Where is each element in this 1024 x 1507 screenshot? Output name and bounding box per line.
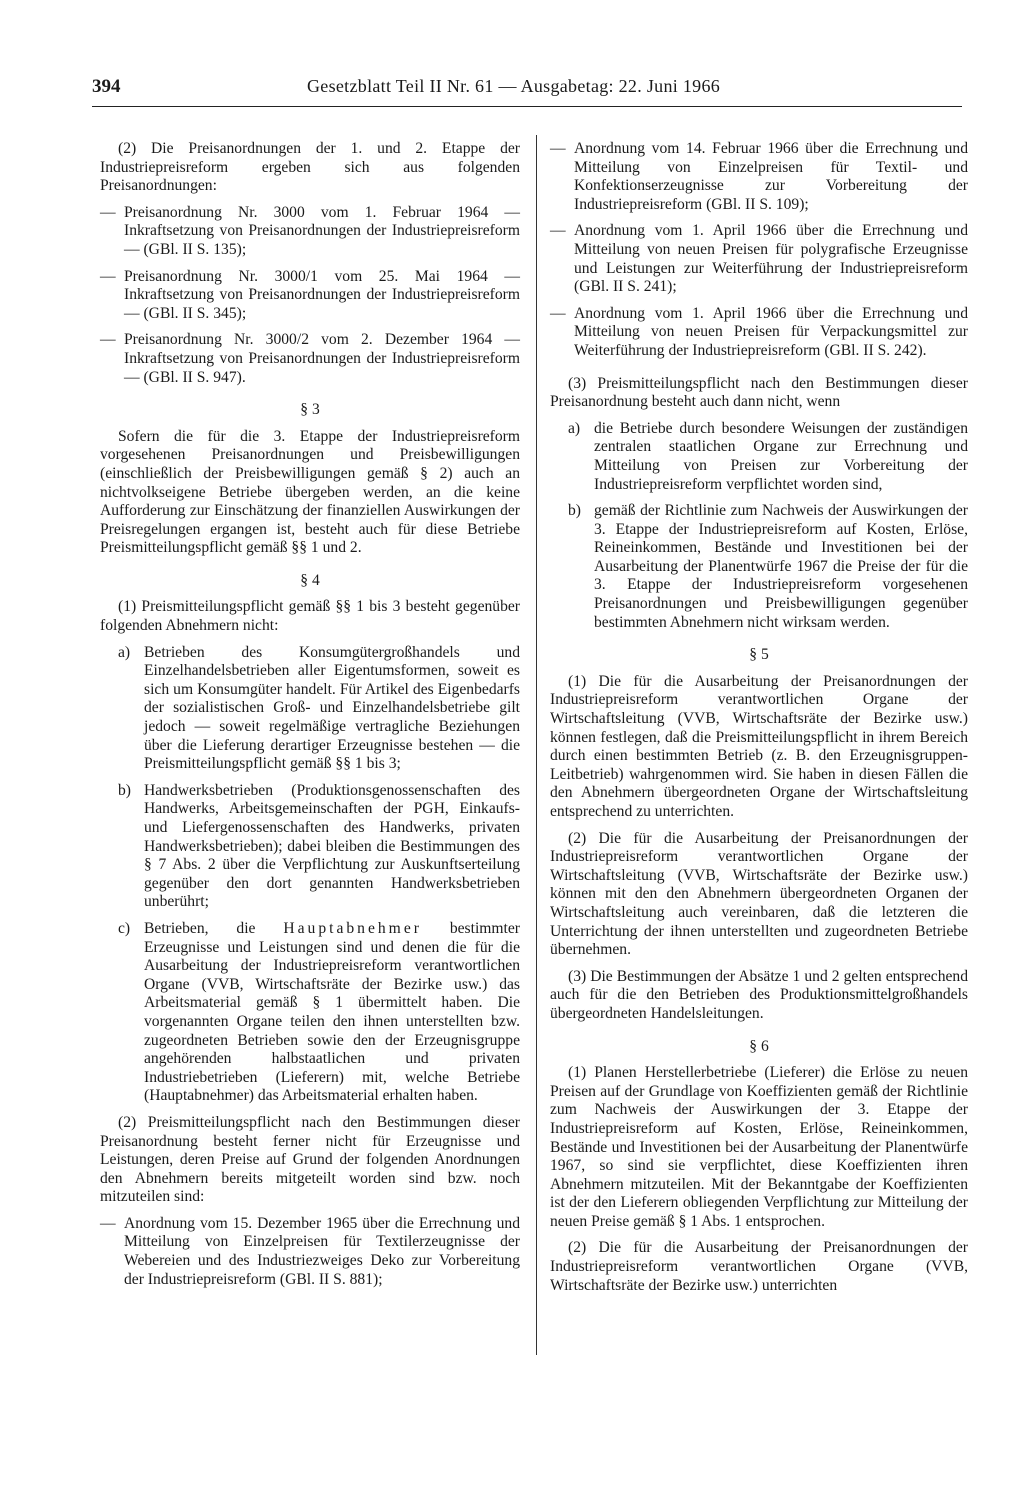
list-item (100, 204, 520, 260)
item-text: Betrieben des Konsumgütergroßhandels und Einzelhandelsbetrieben aller Eigentumsformen, soweit es sich um Konsumgüter handelt. Für Artikel des Eigenbedarfs der sozialistischen Groß- und Einzelhandelsbetriebe gilt jedoch — soweit regelmäßige vertragliche Beziehungen über die Lieferung derartiger Erzeugnisse bestehen — die Preismitteilungspflicht gemäß §§ 1 bis 3; (144, 643, 520, 773)
list-item-text: Anordnung vom 1. April 1966 über die Errechnung und Mitteilung von neuen Preisen für polygrafische Erzeugnisse und Leistungen zur Weiterführung der Industriepreisreform (GBl. II S. 241); (574, 222, 968, 296)
list-item (550, 222, 968, 296)
dash-mark: — (550, 140, 566, 157)
list-item-text: Preisanordnung Nr. 3000/1 vom 25. Mai 1964 — Inkraftsetzung von Preisanordnungen der Industriepreisreform — (GBl. II S. 345); (124, 267, 520, 322)
list-item-text: Anordnung vom 15. Dezember 1965 über die Errechnung und Mitteilung von Einzelpreisen für Textilerzeugnisse der Webereien und des Industriezweiges Deko zur Vorbereitung der Industriepreisreform (GBl. II S. 881); (124, 1214, 520, 1288)
list-item-a (100, 644, 520, 774)
list-item (100, 268, 520, 324)
item-label: b) (568, 502, 581, 520)
page-number: 394 (92, 76, 121, 97)
item-label: a) (568, 419, 581, 437)
item-text-post: bestimmter Erzeugnisse und Leistungen sind und denen die für die Ausarbeitung der Industriepreisreform verantwortlichen Organe (VVB, Wirtschaftsräte der Bezirke usw.) das Arbeitsmaterial gemäß § 1 übermittelt haben. Die vorgenannten Organe teilen den ihnen unterstellten bzw. zugeordneten Betrieben sowie den der Erzeugnisgruppe angehörenden halbstaatlichen und privaten Industriebetrieben (Lieferern) mit, welche Betriebe (Hauptabnehmer) das Arbeitsmaterial erhalten haben. (144, 919, 520, 1105)
dash-mark: — (100, 331, 116, 349)
running-title: Gesetzblatt Teil II Nr. 61 — Ausgabetag: 22. Juni 1966 (307, 76, 721, 96)
section-4-paragraph-1: (1) Preismitteilungspflicht gemäß §§ 1 bis 3 besteht gegenüber folgenden Abnehmern nicht: (100, 598, 520, 635)
section-3-heading: § 3 (300, 401, 320, 419)
item-text-pre: Betrieben, die (144, 919, 284, 937)
section-5-paragraph-2: (2) Die für die Ausarbeitung der Preisanordnungen der Industriepreisreform verantwortlichen Organe der Wirtschaftsleitung (VVB, Wirtschaftsräte der Bezirke usw.) können mit den den Abnehmern übergeordneten Organen der Wirtschaftsleitung auch vereinbaren, daß die letzteren die Unterrichtung der ihnen unterstellten und zugeordneten Betriebe übernehmen. (550, 829, 968, 959)
list-item-text: Preisanordnung Nr. 3000/2 vom 2. Dezember 1964 — Inkraftsetzung von Preisanordnungen der Industriepreisreform — (GBl. II S. 947). (124, 331, 520, 386)
item-text: die Betriebe durch besondere Weisungen der zuständigen zentralen staatlichen Organe zur Errechnung und Mitteilung von Preisen zur Vorbereitung der Industriepreisreform verpflichtet worden sind, (594, 419, 968, 493)
item-label: a) (118, 643, 131, 661)
list-item-c (100, 920, 520, 1106)
item-label: b) (118, 781, 131, 799)
item-label: c) (118, 919, 131, 937)
list-item-b (100, 782, 520, 912)
emphasized-term: Hauptabnehmer (283, 919, 422, 937)
list-item-b (550, 502, 968, 632)
section-5-paragraph-1: (1) Die für die Ausarbeitung der Preisanordnungen der Industriepreisreform verantwortlichen Organe der Wirtschaftsleitung (VVB, Wirtschaftsräte der Bezirke usw.) können festlegen, daß die Preismitteilungspflicht in ihrem Bereich durch einen bestimmten Betrieb (z. B. den Erzeugnisgruppen-Leitbetrieb) wahrgenommen wird. Sie haben in diesen Fällen die den Abnehmern übergeordneten Organe der Wirtschaftsleitung entsprechend zu unterrichten. (550, 672, 968, 820)
item-text: gemäß der Richtlinie zum Nachweis der Auswirkungen der 3. Etappe der Industriepreisreform auf Kosten, Erlöse, Reineinkommen, Bestände und Investitionen bei der Ausarbeitung der Planentwürfe 1967 die Preise der für die 3. Etappe der Industriepreisreform vorgesehenen Preisanordnungen und Preisbewilligungen gegenüber bestimmten Abnehmern nicht wirksam werden. (594, 502, 968, 631)
right-column (550, 140, 968, 1295)
section-4-paragraph-3: (3) Preismitteilungspflicht nach den Bestimmungen dieser Preisanordnung besteht auch dann nicht, wenn (550, 374, 968, 411)
section-6-heading: § 6 (749, 1037, 769, 1055)
page-header (92, 72, 962, 107)
section-4-paragraph-2: (2) Preismitteilungspflicht nach den Bestimmungen dieser Preisanordnung besteht ferner nicht für Erzeugnisse und Leistungen, deren Preise auf Grund der folgenden Anordnungen den Abnehmern bereits mitgeteilt worden sind bzw. noch mitzuteilen sind: (100, 1113, 520, 1206)
item-text: Handwerksbetrieben (Produktionsgenossenschaften des Handwerks, Arbeitsgemeinschaften der PGH, Einkaufs- und Liefergenossenschaften des Handwerks, privaten Handwerksbetrieben); dabei bleiben die Bestimmungen des § 7 Abs. 2 über die Verpflichtung zur Auskunftserteilung gegenüber den dort genannten Handwerksbetrieben unberührt; (144, 781, 520, 911)
list-item (100, 331, 520, 387)
list-item-text: Anordnung vom 1. April 1966 über die Errechnung und Mitteilung von neuen Preisen für Verpackungsmittel zur Weiterführung der Industriepreisreform (GBl. II S. 242). (574, 304, 968, 359)
section-3-text: Sofern die für die 3. Etappe der Industriepreisreform vorgesehenen Preisanordnungen und Preisbewilligungen (einschließlich der Preisbewilligungen gemäß § 2) auch an nichtvolkseigene Betriebe übergeben werden, an die keine Aufforderung zur Einschätzung der finanziellen Auswirkungen der Preisregelungen ergangen ist, besteht auch für diese Betriebe Preismitteilungspflicht gemäß §§ 1 und 2. (100, 427, 520, 557)
dash-mark: — (100, 203, 116, 221)
list-item-text: Anordnung vom 14. Februar 1966 über die Errechnung und Mitteilung von Einzelpreisen für Textil- und Konfektionserzeugnisse zur Vorbereitung der Industriepreisreform (GBl. II S. 109); (574, 140, 968, 213)
section-4-heading: § 4 (300, 571, 320, 589)
dash-mark: — (100, 1214, 116, 1232)
section-5-heading: § 5 (749, 646, 769, 664)
list-item (550, 305, 968, 361)
dash-mark: — (550, 222, 566, 240)
left-column (100, 140, 520, 1289)
dash-mark: — (100, 267, 116, 285)
section-5-paragraph-3: (3) Die Bestimmungen der Absätze 1 und 2 gelten entsprechend auch für die den Betrieben des Produktionsmittelgroßhandels übergeordneten Handelsleitungen. (550, 967, 968, 1022)
section-6-paragraph-1: (1) Planen Herstellerbetriebe (Lieferer) die Erlöse zu neuen Preisen auf der Grundlage von Koeffizienten gemäß der Richtlinie zum Nachweis der Auswirkungen der 3. Etappe der Industriepreisreform auf Kosten, Erlöse, Reineinkommen, Bestände und Investitionen bei der Ausarbeitung der Planentwürfe 1967, so sind sie verpflichtet, diese Koeffizienten ihren Abnehmern mitzuteilen. Mit der Bekanntgabe der Koeffizienten ist der den Lieferern obliegenden Verpflichtung zur Mitteilung der neuen Preise gemäß § 1 Abs. 1 entsprochen. (550, 1064, 968, 1230)
dash-mark: — (550, 304, 566, 322)
item-text (144, 920, 520, 1104)
list-item (100, 1215, 520, 1289)
list-item (550, 140, 968, 214)
section-6-paragraph-2: (2) Die für die Ausarbeitung der Preisanordnungen der Industriepreisreform verantwortlichen Organe (VVB, Wirtschaftsräte der Bezirke usw.) unterrichten (550, 1239, 968, 1294)
list-item-text: Preisanordnung Nr. 3000 vom 1. Februar 1964 — Inkraftsetzung von Preisanordnungen der Industriepreisreform — (GBl. II S. 135); (124, 203, 520, 258)
column-divider (536, 135, 537, 1355)
paragraph-2-intro: (2) Die Preisanordnungen der 1. und 2. Etappe der Industriepreisreform ergeben sich aus folgenden Preisanordnungen: (100, 140, 520, 195)
list-item-a (550, 420, 968, 494)
